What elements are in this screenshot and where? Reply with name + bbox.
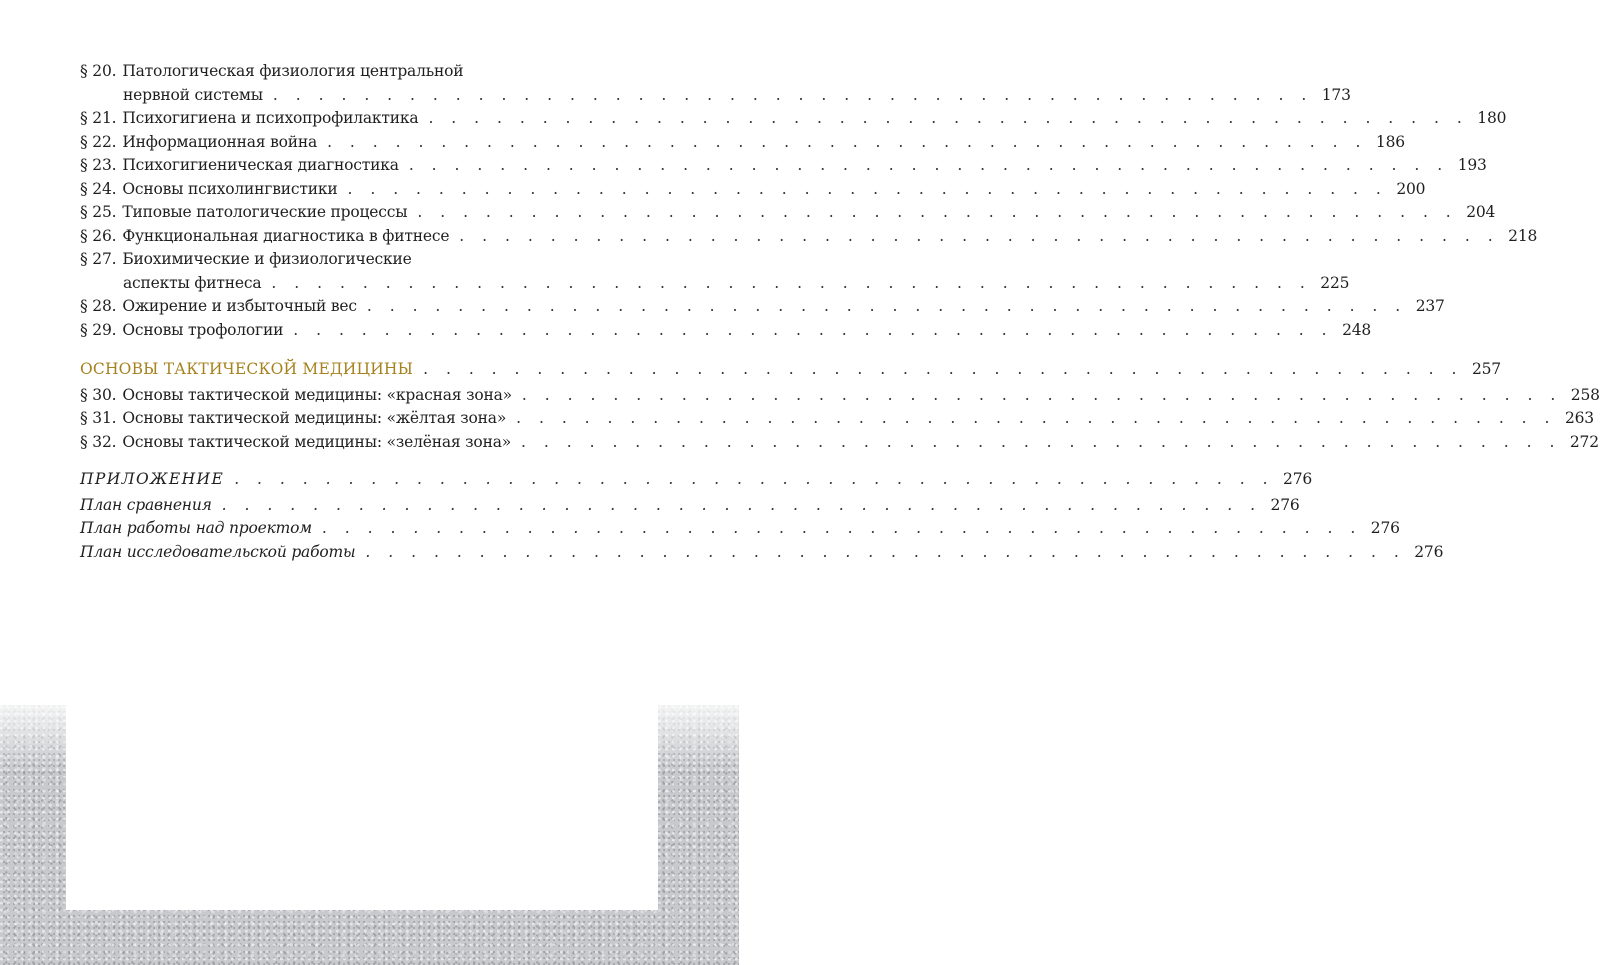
toc-entry-32[interactable]: [80, 431, 1599, 455]
dot-leader: . . . . . . . . . . . . . . . . . . . . . . . . . . . . . . . . . . . . . . . . . . . . . .: [417, 203, 1458, 221]
page-number: 248: [1342, 320, 1372, 339]
section-title-line-2: аспекты фитнеса: [123, 273, 262, 292]
dot-leader: . . . . . . . . . . . . . . . . . . . . . . . . . . . . . . . . . . . . . . . . . . . . . .: [321, 519, 1362, 537]
dot-leader: . . . . . . . . . . . . . . . . . . . . . . . . . . . . . . . . . . . . . . . . . . . . . .: [234, 470, 1275, 488]
section-title: Основы психолингвистики: [122, 179, 338, 198]
section-number: § 22.: [80, 132, 117, 151]
toc-entry-20-cont[interactable]: [80, 84, 1351, 108]
toc-entry-20[interactable]: [80, 60, 646, 84]
toc-entry-21[interactable]: [80, 107, 1507, 131]
page-number: 276: [1370, 519, 1400, 537]
section-title-line-1: Биохимические и физиологические: [122, 250, 412, 268]
toc-chapter-appendix[interactable]: [80, 468, 1313, 492]
toc-entry-25[interactable]: [80, 201, 1496, 225]
page-number: 186: [1375, 132, 1405, 151]
page-number: 257: [1471, 360, 1501, 378]
section-title: Функциональная диагностика в фитнесе: [122, 226, 450, 245]
section-number: § 32.: [80, 432, 117, 451]
section-number: § 27.: [80, 250, 117, 268]
section-number: § 30.: [80, 385, 117, 404]
dot-leader: . . . . . . . . . . . . . . . . . . . . . . . . . . . . . . . . . . . . . . . . . . . . . .: [366, 297, 1407, 315]
page-number: 276: [1283, 470, 1313, 488]
toc-entry-30[interactable]: [80, 384, 1600, 408]
toc-entry-28[interactable]: [80, 295, 1445, 319]
page-number: 263: [1564, 409, 1594, 427]
toc-entry-24[interactable]: [80, 178, 1426, 202]
section-title: Психогигиена и психопрофилактика: [122, 109, 419, 127]
dot-leader: . . . . . . . . . . . . . . . . . . . . . . . . . . . . . . . . . . . . . . . . . . . . . .: [428, 109, 1469, 127]
toc-entry-23[interactable]: [80, 154, 1487, 178]
section-title: Типовые патологические процессы: [122, 203, 408, 221]
page-number: 180: [1477, 109, 1507, 127]
section-title: Психогигиеническая диагностика: [122, 156, 399, 174]
dot-leader: . . . . . . . . . . . . . . . . . . . . . . . . . . . . . . . . . . . . . . . . . . . . . .: [521, 432, 1561, 451]
dot-leader: . . . . . . . . . . . . . . . . . . . . . . . . . . . . . . . . . . . . . . . . . . . . . .: [272, 85, 1313, 104]
page-number: 225: [1320, 273, 1350, 292]
table-of-contents: [80, 60, 1600, 564]
dot-leader: . . . . . . . . . . . . . . . . . . . . . . . . . . . . . . . . . . . . . . . . . . . . . .: [293, 320, 1334, 339]
section-title-line-1: Патологическая физиология центральной: [122, 62, 464, 80]
appendix-item-title: План работы над проектом: [80, 519, 312, 537]
section-title: Информационная война: [122, 132, 318, 151]
appendix-item-title: План сравнения: [80, 495, 212, 514]
page-number: 200: [1396, 179, 1426, 198]
toc-entry-26[interactable]: [80, 225, 1538, 249]
dot-leader: . . . . . . . . . . . . . . . . . . . . . . . . . . . . . . . . . . . . . . . . . . . . . .: [521, 385, 1562, 404]
toc-appendix-item[interactable]: [80, 541, 1444, 565]
section-number: § 25.: [80, 203, 117, 221]
page-number: 272: [1569, 432, 1599, 451]
toc-appendix-item[interactable]: [80, 517, 1400, 541]
toc-entry-22[interactable]: [80, 131, 1405, 155]
toc-entry-27[interactable]: [80, 248, 646, 272]
toc-entry-27-cont[interactable]: [80, 272, 1350, 296]
page-number: 276: [1270, 495, 1300, 514]
section-number: § 20.: [80, 62, 117, 80]
appendix-item-title: План исследовательской работы: [80, 542, 356, 561]
dot-leader: . . . . . . . . . . . . . . . . . . . . . . . . . . . . . . . . . . . . . . . . . . . . . .: [516, 409, 1556, 427]
page-number: 204: [1466, 203, 1496, 221]
section-title: Основы тактической медицины: «красная зона»: [122, 385, 512, 404]
chapter-heading: ПРИЛОЖЕНИЕ: [80, 470, 225, 488]
page-number: 193: [1457, 156, 1487, 174]
section-title: Основы тактической медицины: «жёлтая зона»: [122, 409, 507, 427]
section-number: § 26.: [80, 226, 117, 245]
page-number: 237: [1415, 297, 1445, 315]
page-number: 173: [1321, 85, 1351, 104]
dot-leader: . . . . . . . . . . . . . . . . . . . . . . . . . . . . . . . . . . . . . . . . . . . . . .: [327, 132, 1367, 151]
section-title: Основы тактической медицины: «зелёная зона»: [122, 432, 512, 451]
dot-leader: . . . . . . . . . . . . . . . . . . . . . . . . . . . . . . . . . . . . . . . . . . . . . .: [347, 179, 1388, 198]
section-number: § 21.: [80, 109, 117, 127]
section-number: § 29.: [80, 320, 117, 339]
page-number: 276: [1414, 542, 1444, 561]
dot-leader: . . . . . . . . . . . . . . . . . . . . . . . . . . . . . . . . . . . . . . . . . . . . . .: [408, 156, 1449, 174]
toc-chapter-tactical-medicine[interactable]: [80, 358, 1501, 382]
toc-appendix-item[interactable]: [80, 494, 1300, 518]
section-title: Основы трофологии: [122, 320, 284, 339]
page-number: 218: [1508, 226, 1538, 245]
toc-entry-29[interactable]: [80, 319, 1372, 343]
section-number: § 23.: [80, 156, 117, 174]
section-number: § 24.: [80, 179, 117, 198]
dot-leader: . . . . . . . . . . . . . . . . . . . . . . . . . . . . . . . . . . . . . . . . . . . . . .: [459, 226, 1500, 245]
section-title: Ожирение и избыточный вес: [122, 297, 357, 315]
dot-leader: . . . . . . . . . . . . . . . . . . . . . . . . . . . . . . . . . . . . . . . . . . . . . .: [271, 273, 1312, 292]
page-number: 258: [1570, 385, 1600, 404]
section-number: § 28.: [80, 297, 117, 315]
dot-leader: . . . . . . . . . . . . . . . . . . . . . . . . . . . . . . . . . . . . . . . . . . . . . .: [423, 360, 1463, 378]
dot-leader: . . . . . . . . . . . . . . . . . . . . . . . . . . . . . . . . . . . . . . . . . . . . . .: [365, 542, 1406, 561]
toc-entry-31[interactable]: [80, 407, 1594, 431]
dot-leader: . . . . . . . . . . . . . . . . . . . . . . . . . . . . . . . . . . . . . . . . . . . . . .: [221, 495, 1262, 514]
section-title-line-2: нервной системы: [123, 85, 263, 104]
chapter-heading: ОСНОВЫ ТАКТИЧЕСКОЙ МЕДИЦИНЫ: [80, 360, 414, 378]
section-number: § 31.: [80, 409, 117, 427]
